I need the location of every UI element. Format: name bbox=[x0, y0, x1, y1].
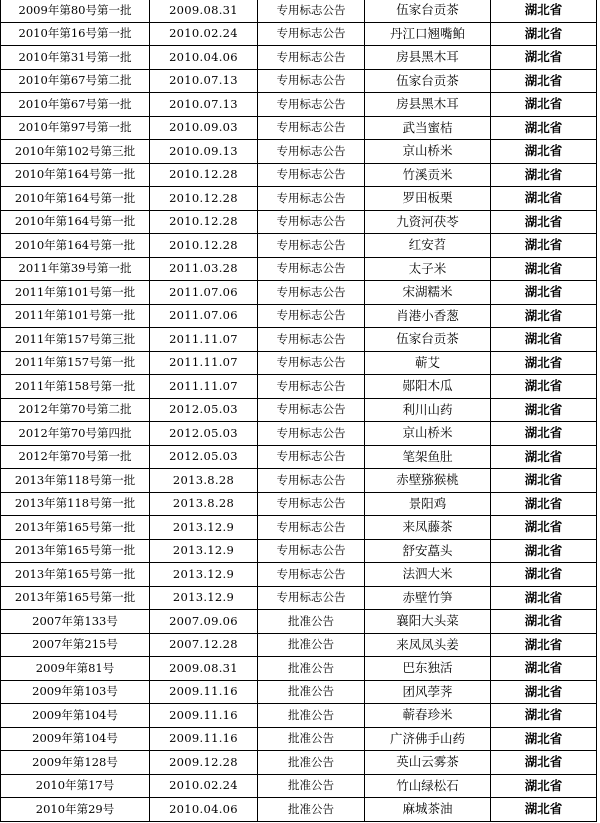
announcement-type-cell: 专用标志公告 bbox=[258, 46, 365, 70]
announcement-type-cell: 专用标志公告 bbox=[258, 375, 365, 399]
product-name-cell: 笔架鱼肚 bbox=[365, 445, 491, 469]
table-row bbox=[1, 492, 597, 516]
product-name-cell: 伍家台贡茶 bbox=[365, 69, 491, 93]
announcement-type-cell: 专用标志公告 bbox=[258, 187, 365, 211]
announcement-date-cell: 2010.09.13 bbox=[150, 140, 258, 164]
table-row bbox=[1, 163, 597, 187]
table-row bbox=[1, 774, 597, 798]
product-name-cell: 红安苕 bbox=[365, 234, 491, 258]
province-cell: 湖北省 bbox=[491, 422, 597, 446]
province-cell: 湖北省 bbox=[491, 69, 597, 93]
announcement-date-cell: 2011.07.06 bbox=[150, 304, 258, 328]
announcement-type-cell: 批准公告 bbox=[258, 657, 365, 681]
province-cell: 湖北省 bbox=[491, 234, 597, 258]
batch-number-cell: 2010年第31号第一批 bbox=[1, 46, 150, 70]
table-row bbox=[1, 563, 597, 587]
batch-number-cell: 2010年第29号 bbox=[1, 798, 150, 822]
table-row bbox=[1, 704, 597, 728]
product-name-cell: 来凤藤茶 bbox=[365, 516, 491, 540]
province-cell: 湖北省 bbox=[491, 0, 597, 22]
product-name-cell: 伍家台贡茶 bbox=[365, 328, 491, 352]
announcement-date-cell: 2012.05.03 bbox=[150, 398, 258, 422]
province-cell: 湖北省 bbox=[491, 351, 597, 375]
province-cell: 湖北省 bbox=[491, 657, 597, 681]
product-name-cell: 团风荸荠 bbox=[365, 680, 491, 704]
announcement-type-cell: 批准公告 bbox=[258, 704, 365, 728]
announcement-date-cell: 2013.8.28 bbox=[150, 469, 258, 493]
batch-number-cell: 2010年第97号第一批 bbox=[1, 116, 150, 140]
announcement-type-cell: 专用标志公告 bbox=[258, 516, 365, 540]
product-name-cell: 蕲春珍米 bbox=[365, 704, 491, 728]
product-name-cell: 罗田板栗 bbox=[365, 187, 491, 211]
batch-number-cell: 2009年第103号 bbox=[1, 680, 150, 704]
batch-number-cell: 2011年第39号第一批 bbox=[1, 257, 150, 281]
batch-number-cell: 2012年第70号第四批 bbox=[1, 422, 150, 446]
announcement-type-cell: 专用标志公告 bbox=[258, 234, 365, 258]
province-cell: 湖北省 bbox=[491, 281, 597, 305]
announcement-type-cell: 专用标志公告 bbox=[258, 445, 365, 469]
table-row bbox=[1, 93, 597, 117]
province-cell: 湖北省 bbox=[491, 492, 597, 516]
announcement-type-cell: 批准公告 bbox=[258, 727, 365, 751]
table-row bbox=[1, 69, 597, 93]
table-row bbox=[1, 328, 597, 352]
announcement-type-cell: 专用标志公告 bbox=[258, 163, 365, 187]
product-name-cell: 来凤凤头姜 bbox=[365, 633, 491, 657]
batch-number-cell: 2013年第165号第一批 bbox=[1, 563, 150, 587]
product-name-cell: 京山桥米 bbox=[365, 140, 491, 164]
product-name-cell: 竹溪贡米 bbox=[365, 163, 491, 187]
batch-number-cell: 2011年第158号第一批 bbox=[1, 375, 150, 399]
batch-number-cell: 2009年第104号 bbox=[1, 704, 150, 728]
product-name-cell: 京山桥米 bbox=[365, 422, 491, 446]
batch-number-cell: 2010年第164号第一批 bbox=[1, 163, 150, 187]
batch-number-cell: 2009年第80号第一批 bbox=[1, 0, 150, 22]
announcement-date-cell: 2010.07.13 bbox=[150, 93, 258, 117]
province-cell: 湖北省 bbox=[491, 563, 597, 587]
announcement-date-cell: 2013.12.9 bbox=[150, 539, 258, 563]
province-cell: 湖北省 bbox=[491, 116, 597, 140]
announcement-type-cell: 专用标志公告 bbox=[258, 304, 365, 328]
announcement-date-cell: 2013.12.9 bbox=[150, 516, 258, 540]
table-row bbox=[1, 586, 597, 610]
announcement-type-cell: 专用标志公告 bbox=[258, 281, 365, 305]
table-row bbox=[1, 375, 597, 399]
province-cell: 湖北省 bbox=[491, 727, 597, 751]
announcement-date-cell: 2013.12.9 bbox=[150, 563, 258, 587]
product-name-cell: 赤壁猕猴桃 bbox=[365, 469, 491, 493]
announcement-date-cell: 2010.09.03 bbox=[150, 116, 258, 140]
batch-number-cell: 2010年第164号第一批 bbox=[1, 234, 150, 258]
announcement-date-cell: 2010.04.06 bbox=[150, 798, 258, 822]
province-cell: 湖北省 bbox=[491, 445, 597, 469]
table-row bbox=[1, 46, 597, 70]
announcement-date-cell: 2009.08.31 bbox=[150, 0, 258, 22]
table-row bbox=[1, 516, 597, 540]
batch-number-cell: 2012年第70号第一批 bbox=[1, 445, 150, 469]
table-row bbox=[1, 610, 597, 634]
batch-number-cell: 2011年第157号第三批 bbox=[1, 328, 150, 352]
province-cell: 湖北省 bbox=[491, 704, 597, 728]
announcement-type-cell: 专用标志公告 bbox=[258, 116, 365, 140]
announcement-date-cell: 2010.02.24 bbox=[150, 774, 258, 798]
table-body bbox=[1, 0, 597, 821]
announcement-type-cell: 专用标志公告 bbox=[258, 0, 365, 22]
batch-number-cell: 2011年第101号第一批 bbox=[1, 304, 150, 328]
announcement-date-cell: 2010.12.28 bbox=[150, 234, 258, 258]
product-name-cell: 肖港小香葱 bbox=[365, 304, 491, 328]
announcement-type-cell: 专用标志公告 bbox=[258, 69, 365, 93]
batch-number-cell: 2010年第67号第二批 bbox=[1, 69, 150, 93]
province-cell: 湖北省 bbox=[491, 469, 597, 493]
announcement-type-cell: 专用标志公告 bbox=[258, 210, 365, 234]
province-cell: 湖北省 bbox=[491, 774, 597, 798]
table-row bbox=[1, 304, 597, 328]
announcement-date-cell: 2013.8.28 bbox=[150, 492, 258, 516]
announcement-date-cell: 2010.12.28 bbox=[150, 187, 258, 211]
batch-number-cell: 2010年第102号第三批 bbox=[1, 140, 150, 164]
announcement-type-cell: 批准公告 bbox=[258, 751, 365, 775]
province-cell: 湖北省 bbox=[491, 304, 597, 328]
batch-number-cell: 2009年第104号 bbox=[1, 727, 150, 751]
table-row bbox=[1, 351, 597, 375]
announcement-type-cell: 批准公告 bbox=[258, 680, 365, 704]
batch-number-cell: 2013年第165号第一批 bbox=[1, 539, 150, 563]
province-cell: 湖北省 bbox=[491, 610, 597, 634]
province-cell: 湖北省 bbox=[491, 586, 597, 610]
batch-number-cell: 2010年第17号 bbox=[1, 774, 150, 798]
announcement-date-cell: 2012.05.03 bbox=[150, 422, 258, 446]
announcement-date-cell: 2009.11.16 bbox=[150, 680, 258, 704]
announcement-type-cell: 批准公告 bbox=[258, 610, 365, 634]
batch-number-cell: 2012年第70号第二批 bbox=[1, 398, 150, 422]
announcement-type-cell: 专用标志公告 bbox=[258, 140, 365, 164]
announcement-type-cell: 专用标志公告 bbox=[258, 257, 365, 281]
province-cell: 湖北省 bbox=[491, 140, 597, 164]
province-cell: 湖北省 bbox=[491, 187, 597, 211]
product-name-cell: 丹江口翘嘴鲌 bbox=[365, 22, 491, 46]
announcement-date-cell: 2010.07.13 bbox=[150, 69, 258, 93]
province-cell: 湖北省 bbox=[491, 93, 597, 117]
table-row bbox=[1, 22, 597, 46]
product-name-cell: 竹山绿松石 bbox=[365, 774, 491, 798]
province-cell: 湖北省 bbox=[491, 798, 597, 822]
province-cell: 湖北省 bbox=[491, 751, 597, 775]
announcement-date-cell: 2013.12.9 bbox=[150, 586, 258, 610]
announcement-date-cell: 2007.09.06 bbox=[150, 610, 258, 634]
batch-number-cell: 2011年第157号第一批 bbox=[1, 351, 150, 375]
announcement-type-cell: 专用标志公告 bbox=[258, 563, 365, 587]
announcement-type-cell: 专用标志公告 bbox=[258, 351, 365, 375]
announcement-type-cell: 专用标志公告 bbox=[258, 93, 365, 117]
table-row bbox=[1, 680, 597, 704]
province-cell: 湖北省 bbox=[491, 516, 597, 540]
announcement-date-cell: 2011.07.06 bbox=[150, 281, 258, 305]
product-name-cell: 巴东独活 bbox=[365, 657, 491, 681]
product-name-cell: 广济佛手山药 bbox=[365, 727, 491, 751]
product-name-cell: 太子米 bbox=[365, 257, 491, 281]
batch-number-cell: 2013年第165号第一批 bbox=[1, 516, 150, 540]
announcement-date-cell: 2009.11.16 bbox=[150, 727, 258, 751]
announcement-date-cell: 2010.12.28 bbox=[150, 163, 258, 187]
province-cell: 湖北省 bbox=[491, 46, 597, 70]
product-name-cell: 麻城茶油 bbox=[365, 798, 491, 822]
announcement-type-cell: 专用标志公告 bbox=[258, 539, 365, 563]
province-cell: 湖北省 bbox=[491, 328, 597, 352]
batch-number-cell: 2013年第118号第一批 bbox=[1, 492, 150, 516]
product-name-cell: 法泗大米 bbox=[365, 563, 491, 587]
province-cell: 湖北省 bbox=[491, 680, 597, 704]
province-cell: 湖北省 bbox=[491, 633, 597, 657]
batch-number-cell: 2010年第164号第一批 bbox=[1, 210, 150, 234]
product-name-cell: 景阳鸡 bbox=[365, 492, 491, 516]
table-row bbox=[1, 187, 597, 211]
batch-number-cell: 2009年第128号 bbox=[1, 751, 150, 775]
announcement-date-cell: 2007.12.28 bbox=[150, 633, 258, 657]
batch-number-cell: 2013年第165号第一批 bbox=[1, 586, 150, 610]
table-row bbox=[1, 210, 597, 234]
product-name-cell: 蕲艾 bbox=[365, 351, 491, 375]
announcement-date-cell: 2011.11.07 bbox=[150, 328, 258, 352]
province-cell: 湖北省 bbox=[491, 398, 597, 422]
product-name-cell: 房县黑木耳 bbox=[365, 46, 491, 70]
product-name-cell: 九资河茯苓 bbox=[365, 210, 491, 234]
batch-number-cell: 2013年第118号第一批 bbox=[1, 469, 150, 493]
batch-number-cell: 2007年第215号 bbox=[1, 633, 150, 657]
announcement-date-cell: 2009.11.16 bbox=[150, 704, 258, 728]
announcement-date-cell: 2011.03.28 bbox=[150, 257, 258, 281]
announcement-date-cell: 2009.12.28 bbox=[150, 751, 258, 775]
announcement-type-cell: 专用标志公告 bbox=[258, 469, 365, 493]
batch-number-cell: 2011年第101号第一批 bbox=[1, 281, 150, 305]
announcement-date-cell: 2012.05.03 bbox=[150, 445, 258, 469]
announcement-type-cell: 批准公告 bbox=[258, 798, 365, 822]
product-name-cell: 舒安藠头 bbox=[365, 539, 491, 563]
table-row bbox=[1, 257, 597, 281]
announcement-type-cell: 批准公告 bbox=[258, 774, 365, 798]
announcement-type-cell: 批准公告 bbox=[258, 633, 365, 657]
province-cell: 湖北省 bbox=[491, 22, 597, 46]
announcement-type-cell: 专用标志公告 bbox=[258, 586, 365, 610]
table-row bbox=[1, 281, 597, 305]
announcement-type-cell: 专用标志公告 bbox=[258, 22, 365, 46]
table-row bbox=[1, 140, 597, 164]
province-cell: 湖北省 bbox=[491, 210, 597, 234]
table-row bbox=[1, 633, 597, 657]
table-row bbox=[1, 0, 597, 22]
table-row bbox=[1, 422, 597, 446]
batch-number-cell: 2010年第16号第一批 bbox=[1, 22, 150, 46]
product-name-cell: 郧阳木瓜 bbox=[365, 375, 491, 399]
announcement-type-cell: 专用标志公告 bbox=[258, 398, 365, 422]
table-row bbox=[1, 727, 597, 751]
product-name-cell: 襄阳大头菜 bbox=[365, 610, 491, 634]
table-row bbox=[1, 398, 597, 422]
table-row bbox=[1, 539, 597, 563]
announcement-type-cell: 专用标志公告 bbox=[258, 328, 365, 352]
province-cell: 湖北省 bbox=[491, 375, 597, 399]
batch-number-cell: 2009年第81号 bbox=[1, 657, 150, 681]
announcement-date-cell: 2010.12.28 bbox=[150, 210, 258, 234]
announcement-type-cell: 专用标志公告 bbox=[258, 492, 365, 516]
table-row bbox=[1, 116, 597, 140]
product-name-cell: 英山云雾茶 bbox=[365, 751, 491, 775]
table-row bbox=[1, 234, 597, 258]
batch-number-cell: 2010年第164号第一批 bbox=[1, 187, 150, 211]
table-row bbox=[1, 751, 597, 775]
announcement-date-cell: 2010.02.24 bbox=[150, 22, 258, 46]
announcement-date-cell: 2010.04.06 bbox=[150, 46, 258, 70]
product-name-cell: 利川山药 bbox=[365, 398, 491, 422]
product-name-cell: 房县黑木耳 bbox=[365, 93, 491, 117]
table-row bbox=[1, 445, 597, 469]
province-cell: 湖北省 bbox=[491, 257, 597, 281]
product-name-cell: 赤壁竹笋 bbox=[365, 586, 491, 610]
table-row bbox=[1, 469, 597, 493]
batch-number-cell: 2010年第67号第一批 bbox=[1, 93, 150, 117]
province-cell: 湖北省 bbox=[491, 163, 597, 187]
announcement-date-cell: 2011.11.07 bbox=[150, 375, 258, 399]
province-cell: 湖北省 bbox=[491, 539, 597, 563]
product-name-cell: 伍家台贡茶 bbox=[365, 0, 491, 22]
product-name-cell: 武当蜜桔 bbox=[365, 116, 491, 140]
batch-number-cell: 2007年第133号 bbox=[1, 610, 150, 634]
announcement-date-cell: 2009.08.31 bbox=[150, 657, 258, 681]
table-row bbox=[1, 798, 597, 822]
announcement-type-cell: 专用标志公告 bbox=[258, 422, 365, 446]
product-name-cell: 宋湖糯米 bbox=[365, 281, 491, 305]
table-row bbox=[1, 657, 597, 681]
announcement-date-cell: 2011.11.07 bbox=[150, 351, 258, 375]
